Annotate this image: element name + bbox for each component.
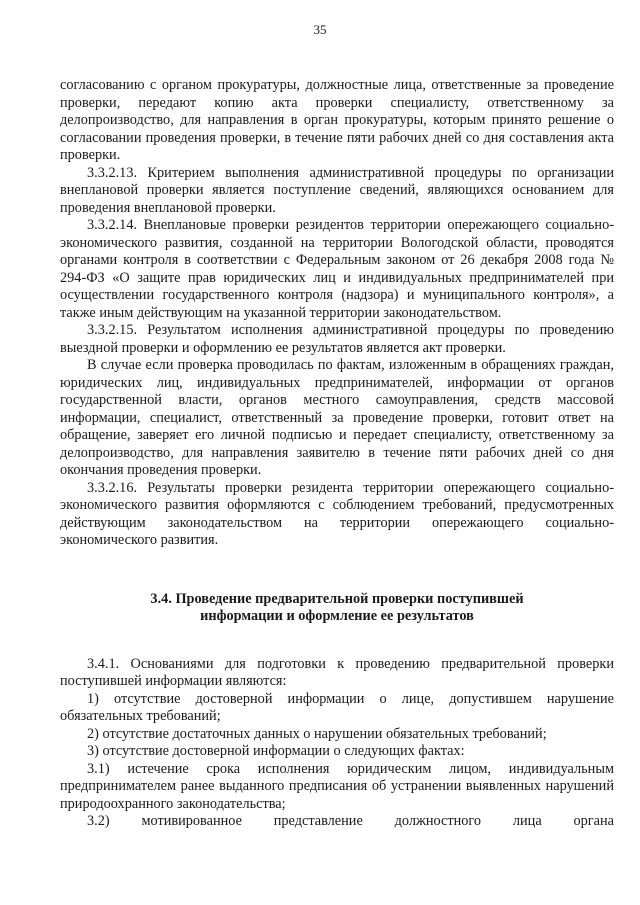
paragraph: 3.4.1. Основаниями для подготовки к проведению предварительной проверки поступившей информации являются: [60, 655, 614, 689]
list-item: 3) отсутствие достоверной информации о следующих фактах: [87, 743, 465, 759]
section-heading-line: информации и оформление ее результатов [200, 608, 474, 624]
list-item: 3.2) мотивированное представление должностного лица органа [87, 813, 614, 829]
paragraph: В случае если проверка проводилась по фактам, изложенным в обращениях граждан, юридических лиц, индивидуальных предпринимателей, информации от органов государственной власти, органов местного самоуправления, средств массовой информации, специалист, ответственный за проведение проверки, готовит ответ на обращение, заверяет его личной подписью и передает специалисту, ответственному за делопроизводство, для направления заявителю в течение пяти рабочих дней со дня окончания проведения проверки. [60, 357, 614, 478]
document-body [60, 77, 614, 831]
paragraph: 3.3.2.13. Критерием выполнения административной процедуры по организации внеплановой проверки является поступление сведений, являющихся основанием для проведения внеплановой проверки. [60, 164, 614, 216]
list-item: 3.1) истечение срока исполнения юридическим лицом, индивидуальным предпринимателем ранее выданного предписания об устранении выявленных нарушений природоохранного законодательства; [60, 760, 614, 812]
paragraph: 3.3.2.15. Результатом исполнения административной процедуры по проведению выездной проверки и оформлению ее результатов является акт проверки. [60, 322, 614, 356]
paragraph: согласованию с органом прокуратуры, должностные лица, ответственные за проведение проверки, передают копию акта проверки специалисту, ответственному за делопроизводство, для направления в орган прокуратуры, которым принято решение о согласовании проведения проверки, в течение пяти рабочих дней со дня составления акта проверки. [60, 77, 614, 163]
list-item: 1) отсутствие достоверной информации о лице, допустившем нарушение обязательных требований; [60, 690, 614, 724]
list-item: 2) отсутствие достаточных данных о нарушении обязательных требований; [87, 725, 547, 742]
section-heading-line: 3.4. Проведение предварительной проверки поступившей [150, 590, 524, 607]
paragraph: 3.3.2.16. Результаты проверки резидента территории опережающего социально-экономического развития оформляются с соблюдением требований, предусмотренных действующим законодательством на территории опережающего социально-экономического развития. [60, 479, 614, 548]
page-number: 35 [313, 22, 327, 37]
section-heading [60, 591, 614, 626]
paragraph: 3.3.2.14. Внеплановые проверки резидентов территории опережающего социально-экономического развития, созданной на территории Вологодской области, проводятся органами контроля в соответствии с Федеральным законом от 26 декабря 2008 года № 294-ФЗ «О защите прав юридических лиц и индивидуальных предпринимателей при осуществлении государственного контроля (надзора) и муниципального контроля», а также иным действующим на указанной территории законодательством. [60, 217, 614, 321]
